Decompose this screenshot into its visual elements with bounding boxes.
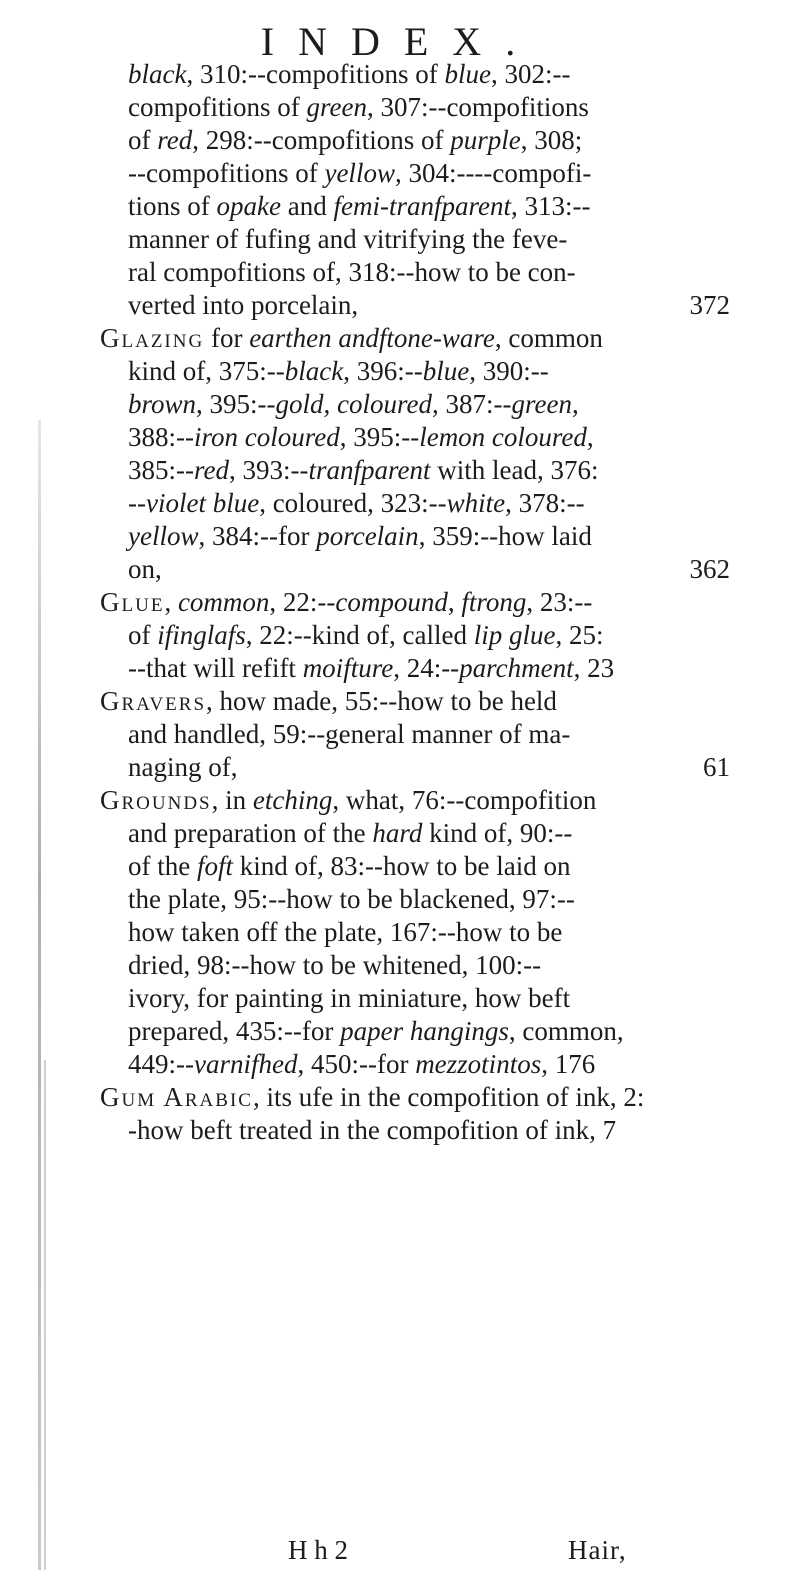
italic-term: iron coloured (193, 422, 340, 452)
entry-text: , its ufe in the compofition of ink, 2: (252, 1082, 645, 1112)
entry-text: , 22:-- (269, 587, 336, 617)
entry-text: , 313:-- (510, 191, 591, 221)
entry-text: , 378:-- (505, 488, 585, 518)
italic-term: ifinglafs (157, 620, 246, 650)
italic-term: hard (372, 818, 423, 848)
index-entry (100, 322, 730, 586)
entry-line (100, 619, 730, 652)
italic-term: varnifhed (193, 1049, 298, 1079)
italic-term: lip glue (473, 620, 556, 650)
entry-text: , 310:--compofitions of (186, 59, 445, 89)
entry-text: , 298:--compofitions of (192, 125, 451, 155)
page-gutter-shadow (38, 420, 41, 1570)
entry-text: the plate, 95:--how to be blackened, 97:-- (128, 884, 575, 914)
entry-text: , 304:----compofi- (394, 158, 592, 188)
italic-term: white (446, 488, 506, 518)
entry-text: , 396:-- (343, 356, 423, 386)
entry-text: , 23 (573, 653, 615, 683)
entry-text: , 307:--compofitions (366, 92, 589, 122)
entry-text: and handled, 59:--general manner of ma- (128, 719, 571, 749)
entry-line (100, 850, 730, 883)
italic-term: paper hangings (340, 1016, 509, 1046)
entry-headword-line (100, 322, 730, 355)
page-gutter-edge (44, 1060, 46, 1570)
entry-text: ral compofitions of, 318:--how to be con- (128, 257, 576, 287)
italic-term: opake (216, 191, 281, 221)
entry-line (100, 718, 730, 751)
entry-line (100, 355, 730, 388)
entry-line (100, 388, 730, 421)
italic-term: yellow (324, 158, 395, 188)
italic-term: black (284, 356, 344, 386)
entry-text: , 395:-- (339, 422, 420, 452)
entry-text: kind of, 90:-- (422, 818, 573, 848)
page-reference: 362 (689, 554, 730, 584)
entry-text: , 302:-- (490, 59, 571, 89)
entry-text: , common, (508, 1016, 624, 1046)
italic-term: blue (422, 356, 470, 386)
entry-line (100, 1048, 730, 1081)
entry-line (100, 1015, 730, 1048)
entry-text: , 24:-- (393, 653, 460, 683)
entry-text: of (128, 125, 158, 155)
entry-line (100, 124, 730, 157)
italic-term: parchment (459, 653, 574, 683)
italic-term: femi-tranfparent (333, 191, 511, 221)
entry-text: kind of, 375:-- (128, 356, 285, 386)
entry-text: how taken off the plate, 167:--how to be (128, 917, 563, 947)
italic-term: ftrong (461, 587, 527, 617)
entry-text: prepared, 435:--for (128, 1016, 341, 1046)
entry-text: 449:-- (128, 1049, 194, 1079)
italic-term: tranfparent (308, 455, 431, 485)
italic-term: black (128, 59, 187, 89)
entry-text: -- (128, 488, 146, 518)
italic-term: yellow (128, 521, 199, 551)
entry-text: , 387:-- (431, 389, 512, 419)
entry-line (100, 652, 730, 685)
page-reference: 372 (689, 290, 730, 320)
entry-line (100, 223, 730, 256)
entry-text: and preparation of the (128, 818, 373, 848)
entry-headword: Grounds (100, 785, 212, 815)
entry-text: , 384:--for (198, 521, 317, 551)
entry-line (100, 982, 730, 1015)
index-entry (100, 685, 730, 784)
entry-text: , 393:-- (228, 455, 309, 485)
entry-text: , 25: (555, 620, 604, 650)
italic-term: brown (128, 389, 197, 419)
index-entries (100, 58, 730, 1147)
entry-text: compofitions of (128, 92, 307, 122)
index-entry (100, 784, 730, 1081)
entry-line (100, 58, 730, 91)
italic-term: purple (450, 125, 521, 155)
italic-term: blue (444, 59, 491, 89)
entry-line (100, 289, 730, 322)
entry-line (100, 553, 730, 586)
entry-text: with lead, 376: (430, 455, 599, 485)
entry-line (100, 817, 730, 850)
italic-term: moifture (302, 653, 394, 683)
entry-text: 388:-- (128, 422, 194, 452)
entry-headword-line (100, 586, 730, 619)
entry-text: , (586, 422, 594, 452)
italic-term: green (511, 389, 572, 419)
italic-term: etching (252, 785, 333, 815)
entry-headword: Gum Arabic (100, 1082, 253, 1112)
entry-line (100, 487, 730, 520)
entry-text: of (128, 620, 158, 650)
italic-term: red (193, 455, 229, 485)
entry-text: for (204, 323, 250, 353)
entry-text: 385:-- (128, 455, 194, 485)
italic-term: earthen andftone-ware (249, 323, 495, 353)
entry-text: , 395:-- (196, 389, 276, 419)
page-heading: INDEX. (260, 19, 540, 64)
italic-term: porcelain (316, 521, 419, 551)
entry-headword: Gravers (100, 686, 207, 716)
entry-text: , 450:--for (297, 1049, 416, 1079)
entry-line (100, 883, 730, 916)
italic-term: gold, coloured (275, 389, 432, 419)
italic-term: compound (335, 587, 448, 617)
entry-text: , (571, 389, 579, 419)
entry-text: naging of, (128, 752, 238, 782)
entry-text: of the (128, 851, 197, 881)
entry-text: , (164, 587, 178, 617)
italic-term: red (157, 125, 193, 155)
entry-text: -how beft treated in the compofition of ink, 7 (128, 1115, 617, 1145)
entry-line (100, 916, 730, 949)
entry-text: , 23:-- (526, 587, 593, 617)
entry-line (100, 520, 730, 553)
italic-term: violet blue (145, 488, 260, 518)
entry-text: kind of, 83:--how to be laid on (233, 851, 571, 881)
entry-text: , 390:-- (469, 356, 549, 386)
italic-term: common (177, 587, 270, 617)
entry-line (100, 91, 730, 124)
entry-text: , how made, 55:--how to be held (206, 686, 557, 716)
italic-term: foft (196, 851, 233, 881)
entry-text: dried, 98:--how to be whitened, 100:-- (128, 950, 542, 980)
index-entry (100, 586, 730, 685)
entry-text: tions of (128, 191, 217, 221)
page-footer (0, 1535, 800, 1569)
italic-term: green (306, 92, 367, 122)
entry-text: and (280, 191, 334, 221)
entry-line (100, 454, 730, 487)
entry-line (100, 157, 730, 190)
italic-term: lemon coloured (419, 422, 587, 452)
entry-text: , 22:--kind of, called (245, 620, 474, 650)
entry-text: , 176 (541, 1049, 596, 1079)
entry-headword: Glue (100, 587, 165, 617)
entry-headword-line (100, 1081, 730, 1114)
entry-text: ivory, for painting in miniature, how beft (128, 983, 571, 1013)
entry-line (100, 190, 730, 223)
entry-text: --compofitions of (128, 158, 325, 188)
entry-headword-line (100, 685, 730, 718)
index-entry (100, 58, 730, 322)
entry-text: , in (211, 785, 253, 815)
entry-text: manner of fufing and vitrifying the feve- (128, 224, 568, 254)
catchword: Hair, (568, 1535, 627, 1565)
entry-text: on, (128, 554, 162, 584)
entry-text: verted into porcelain, (128, 290, 359, 320)
entry-headword: Glazing (100, 323, 205, 353)
entry-text: , what, 76:--compofition (332, 785, 597, 815)
entry-text: --that will refift (128, 653, 303, 683)
italic-term: mezzotintos (415, 1049, 542, 1079)
entry-text: , common (494, 323, 603, 353)
page-reference: 61 (703, 752, 730, 782)
signature-mark: H h 2 (288, 1535, 348, 1565)
entry-line (100, 751, 730, 784)
entry-line (100, 256, 730, 289)
entry-line (100, 421, 730, 454)
entry-text: , (447, 587, 462, 617)
entry-text: , 359:--how laid (418, 521, 592, 551)
entry-line (100, 949, 730, 982)
index-entry (100, 1081, 730, 1147)
entry-headword-line (100, 784, 730, 817)
entry-text: , 308; (520, 125, 583, 155)
entry-line (100, 1114, 730, 1147)
entry-text: , coloured, 323:-- (259, 488, 447, 518)
